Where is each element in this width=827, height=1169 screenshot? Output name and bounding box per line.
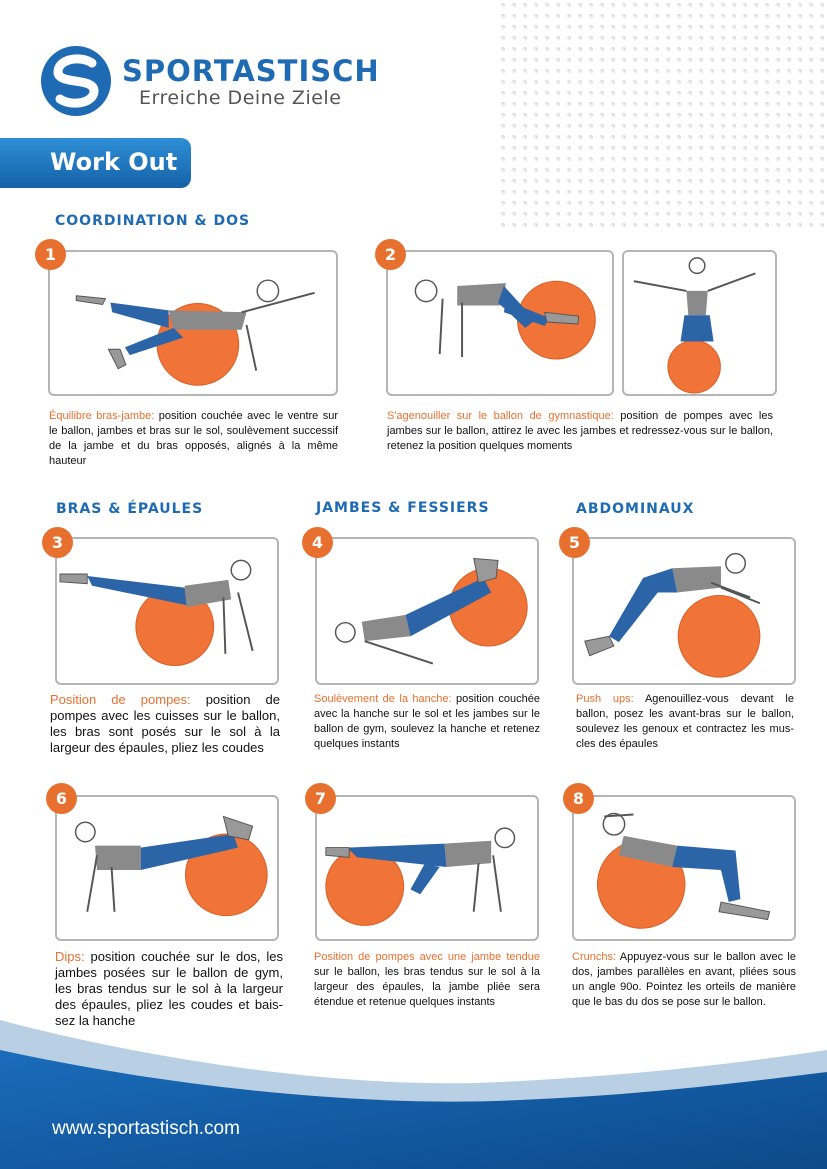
exercise-7-title: Position de pompes avec une jambe tendue: [314, 951, 540, 963]
exercise-8-text: Appuyez-vous sur le ballon avec le dos, jambes parallèles en avant, pliées sous un angle 90o. Pointez les orteils de manière que le bas du dos se pose sur le ballon.: [572, 951, 796, 1008]
exercise-4-title: Soulèvement de la hanche:: [314, 693, 452, 705]
exercise-1-illustration: [48, 250, 338, 396]
section-title-abs: ABDOMINAUX: [576, 501, 695, 517]
dot-pattern-decoration: [497, 0, 827, 230]
exercise-7-text: sur le ballon, les bras tendus sur le sol à la largeur des épaules, la jambe pliée sera étendue et retenue quelques instants: [314, 966, 540, 1008]
exercise-4-description: [314, 692, 540, 752]
exercise-6-illustration: [55, 795, 279, 941]
exercise-1-description: [49, 409, 338, 469]
exercise-3-number-badge: 3: [42, 527, 73, 558]
exercise-8-title: Crunchs:: [572, 951, 617, 963]
exercise-5-text: Agenouillez-vous devant le ballon, posez les avant-bras sur le ballon, soulevez les genoux et contractez les mus-cles des épaules: [576, 693, 794, 750]
exercise-5-number-badge: 5: [559, 527, 590, 558]
exercise-2-illustration-b: [622, 250, 777, 396]
exercise-5-illustration: [572, 537, 796, 685]
section-title-arms: BRAS & ÉPAULES: [56, 501, 204, 517]
exercise-6-description: [55, 949, 283, 1029]
exercise-4-illustration: [315, 537, 539, 685]
brand-tagline: Erreiche Deine Ziele: [139, 87, 342, 109]
exercise-1-number-badge: 1: [35, 239, 66, 270]
exercise-6-text: position couchée sur le dos, les jambes posées sur le ballon de gym, les bras tendus sur le sol à la largeur des épaules, pliez les coudes et bais-sez la hanche: [55, 949, 283, 1028]
exercise-2-description: [387, 409, 773, 454]
exercise-7-illustration: [315, 795, 539, 941]
workout-label: Work Out: [50, 148, 178, 176]
exercise-4-text: position couchée avec la hanche sur le sol et les jambes sur le ballon de gym, soulevez la hanche et retenez quelques instants: [314, 693, 540, 750]
exercise-2-number-badge: 2: [375, 239, 406, 270]
exercise-2-text: position de pompes avec les jambes sur le ballon, attirez le avec les jambes et redressez-vous sur le ballon, retenez la position quelques moments: [387, 410, 773, 452]
section-title-coordination: COORDINATION & DOS: [55, 213, 251, 229]
exercise-7-description: [314, 950, 540, 1010]
exercise-2-title: S'agenouiller sur le ballon de gymnastique:: [387, 410, 614, 422]
exercise-7-number-badge: 7: [305, 783, 336, 814]
exercise-5-description: [576, 692, 794, 752]
exercise-8-illustration: [572, 795, 796, 941]
exercise-3-description: [50, 692, 280, 756]
exercise-1-text: position couchée avec le ventre sur le ballon, jambes et bras sur le sol, soulèvement successif de la jambe et du bras opposés, alignés à la même hauteur: [49, 410, 338, 467]
workout-banner: [0, 138, 191, 188]
brand-name: SPORTASTISCH: [122, 54, 380, 88]
exercise-3-text: position de pompes avec les cuisses sur le ballon, les bras sont posés sur le sol à la largeur des épaules, pliez les coudes: [50, 692, 280, 755]
exercise-6-title: Dips:: [55, 949, 85, 964]
exercise-8-description: [572, 950, 796, 1010]
exercise-1-title: Équilibre bras-jambe:: [49, 410, 155, 422]
exercise-2-illustration-a: [386, 250, 614, 396]
exercise-4-number-badge: 4: [302, 527, 333, 558]
footer-wave-decoration: [0, 1020, 827, 1169]
exercise-5-title: Push ups:: [576, 693, 634, 705]
section-title-legs: JAMBES & FESSIERS: [316, 500, 490, 516]
sportastisch-logo-icon: [40, 45, 112, 117]
exercise-8-number-badge: 8: [563, 783, 594, 814]
exercise-3-title: Position de pompes:: [50, 692, 191, 707]
exercise-6-number-badge: 6: [46, 783, 77, 814]
exercise-3-illustration: [55, 537, 279, 685]
footer-website-link[interactable]: www.sportastisch.com: [52, 1118, 240, 1139]
